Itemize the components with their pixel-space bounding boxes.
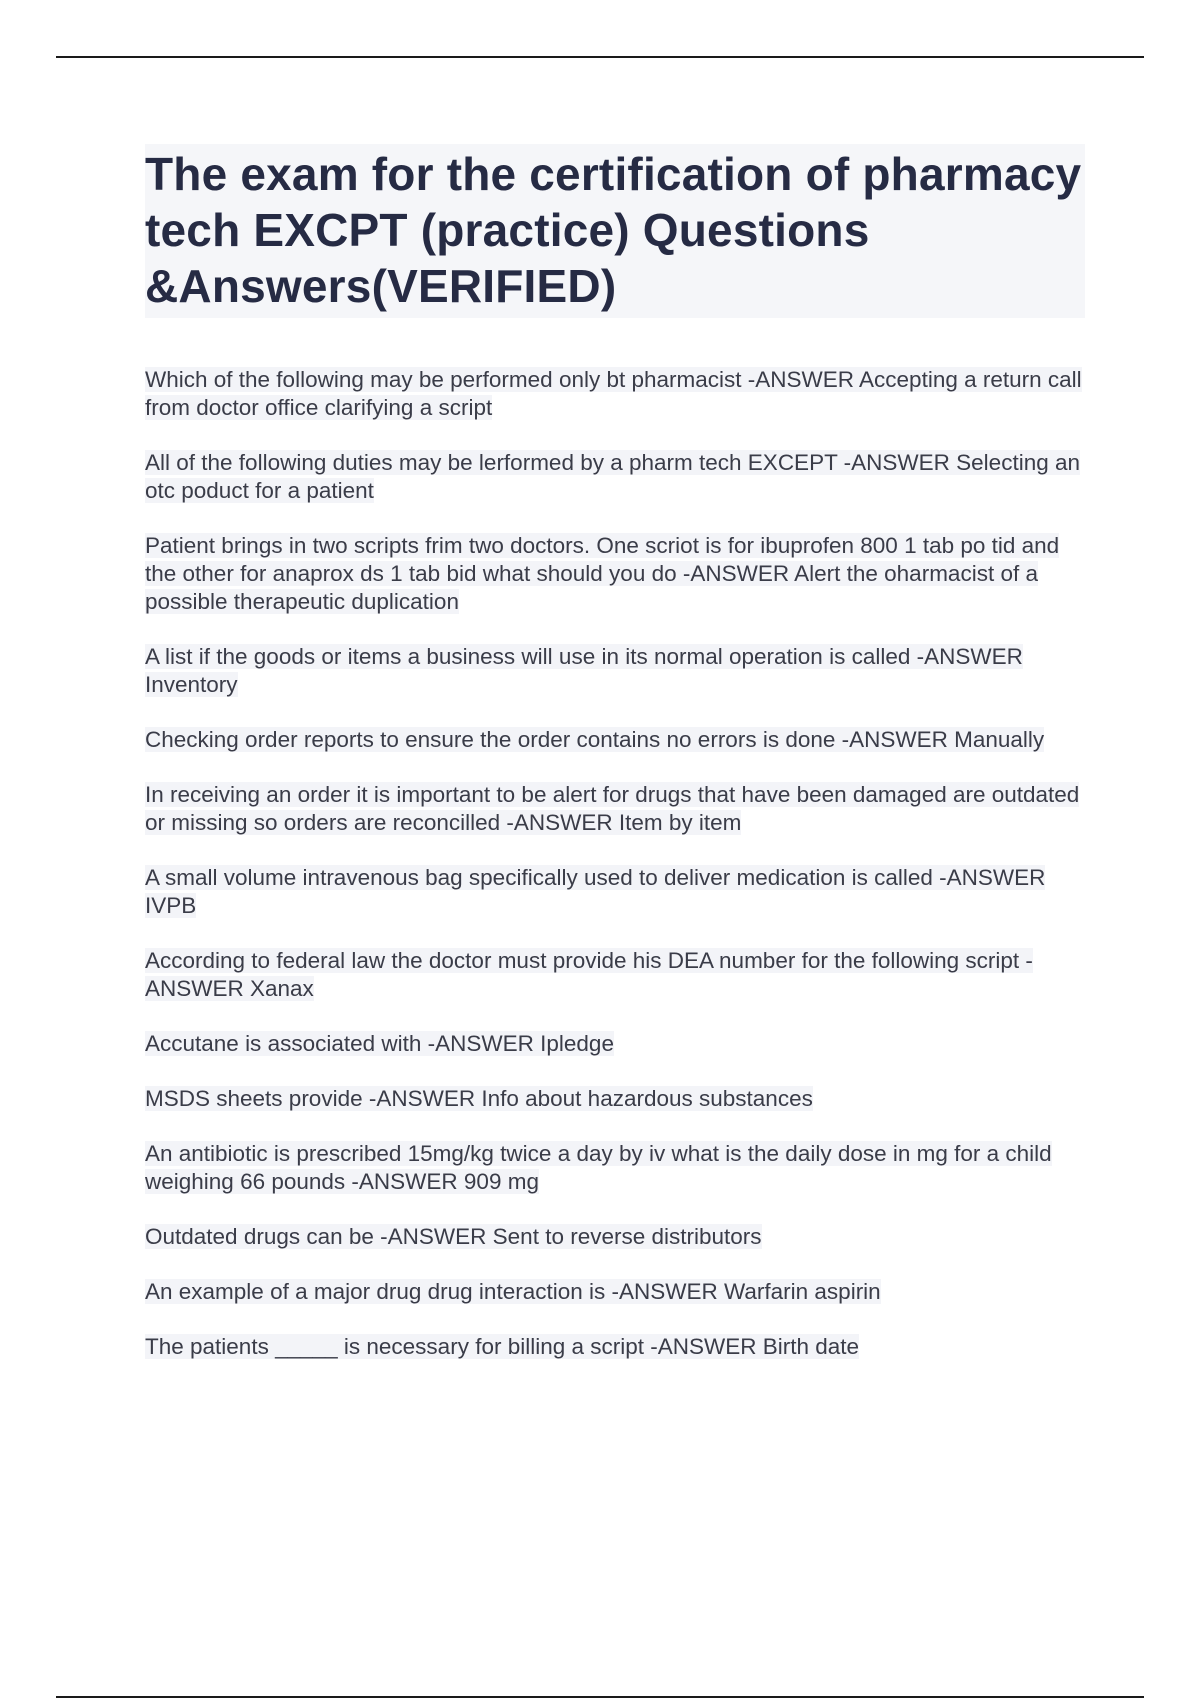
qa-text: An antibiotic is prescribed 15mg/kg twice a day by iv what is the daily dose in mg for a child weighing 66 pounds -ANSWER 909 mg [145,1141,1052,1194]
qa-text: Patient brings in two scripts frim two doctors. One scriot is for ibuprofen 800 1 tab po tid and the other for anaprox ds 1 tab bid what should you do -ANSWER Alert the oharmacist of a possible therapeutic duplication [145,533,1060,614]
qa-text: All of the following duties may be lerformed by a pharm tech EXCEPT -ANSWER Selecting an otc poduct for a patient [145,450,1081,503]
qa-item [145,1140,1085,1196]
qa-text: Accutane is associated with -ANSWER Ipledge [145,1031,614,1056]
qa-item [145,1030,1085,1058]
qa-text: Outdated drugs can be -ANSWER Sent to reverse distributors [145,1224,762,1249]
bottom-rule [56,1696,1144,1698]
top-rule [56,56,1144,58]
qa-item [145,1333,1085,1361]
qa-text: An example of a major drug drug interaction is -ANSWER Warfarin aspirin [145,1279,881,1304]
qa-text: In receiving an order it is important to be alert for drugs that have been damaged are outdated or missing so orders are reconcilled -ANSWER Item by item [145,782,1080,835]
qa-item [145,532,1085,616]
qa-text: The patients _____ is necessary for billing a script -ANSWER Birth date [145,1334,860,1359]
qa-text: MSDS sheets provide -ANSWER Info about hazardous substances [145,1086,813,1111]
qa-item [145,449,1085,505]
qa-item [145,947,1085,1003]
qa-item [145,781,1085,837]
qa-text: Checking order reports to ensure the order contains no errors is done -ANSWER Manually [145,727,1045,752]
document-title: The exam for the certification of pharmacy tech EXCPT (practice) Questions &Answers(VERIFIED) [145,148,1082,312]
qa-item [145,366,1085,422]
qa-item [145,643,1085,699]
qa-item [145,726,1085,754]
qa-text: According to federal law the doctor must provide his DEA number for the following script -ANSWER Xanax [145,948,1033,1001]
title-block [145,144,1085,318]
qa-item [145,864,1085,920]
qa-text: A small volume intravenous bag specifically used to deliver medication is called -ANSWER IVPB [145,865,1046,918]
qa-item [145,1085,1085,1113]
qa-list [145,366,1085,1388]
qa-text: A list if the goods or items a business will use in its normal operation is called -ANSWER Inventory [145,644,1023,697]
qa-text: Which of the following may be performed only bt pharmacist -ANSWER Accepting a return call from doctor office clarifying a script [145,367,1082,420]
qa-item [145,1278,1085,1306]
qa-item [145,1223,1085,1251]
